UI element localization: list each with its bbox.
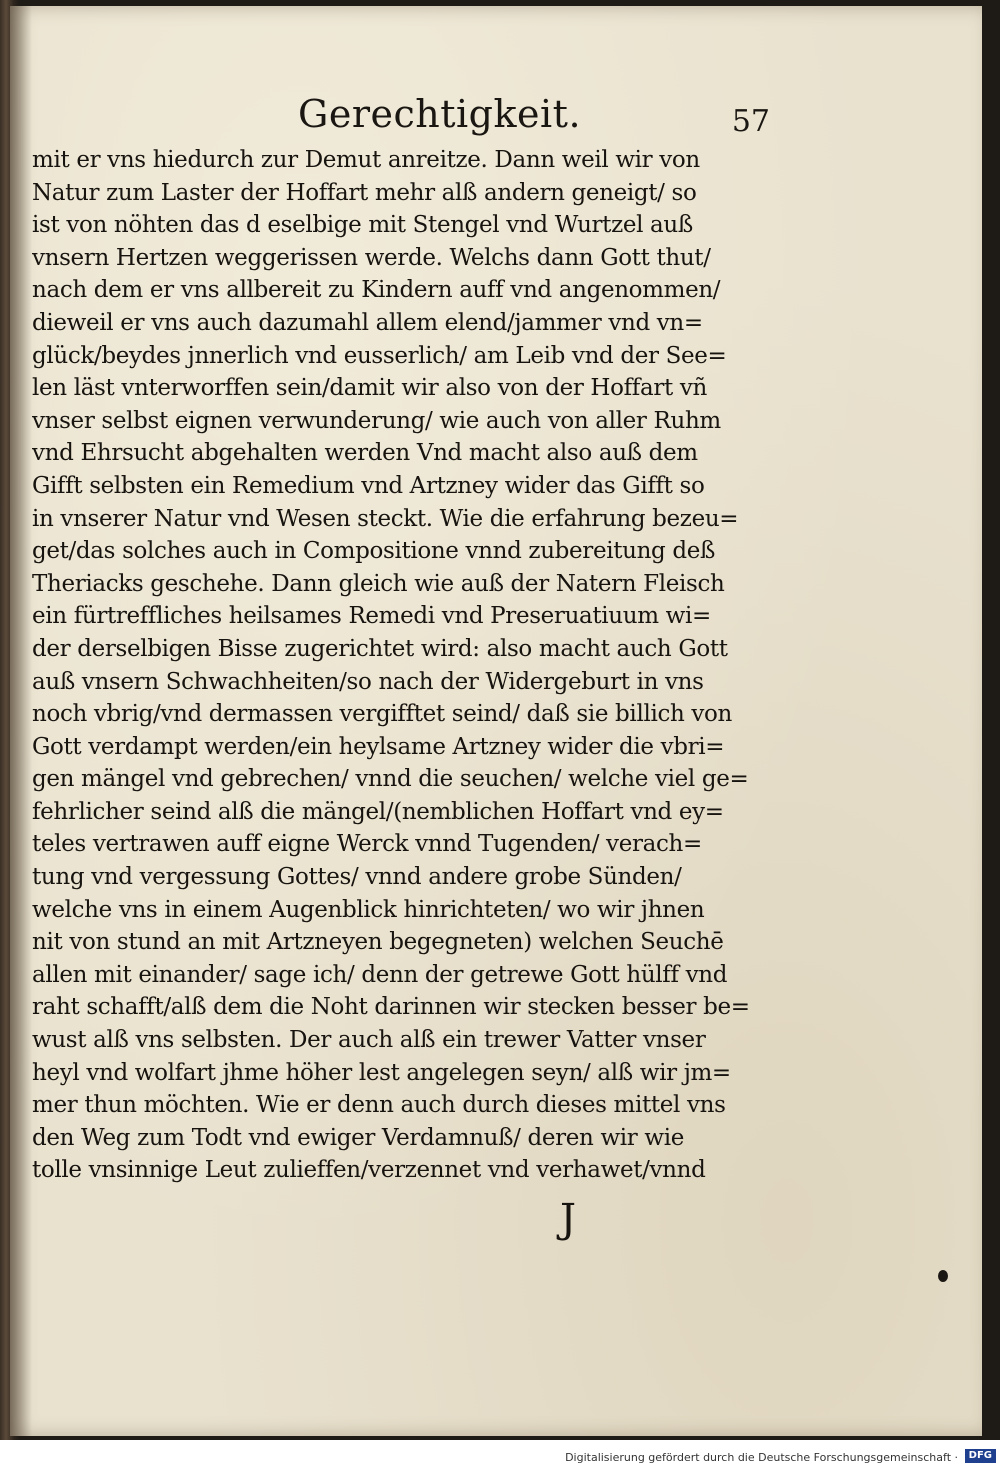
text-line: mer thun möchten. Wie er denn auch durch dieses mittel vns (32, 1092, 726, 1119)
dfg-logo: DFG (965, 1449, 996, 1463)
text-line: teles vertrawen auff eigne Werck vnnd Tugenden/ verach= (32, 831, 702, 858)
text-line: Theriacks geschehe. Dann gleich wie auß der Natern Fleisch (32, 570, 725, 597)
text-line: fehrlicher seind alß die mängel/(nemblichen Hoffart vnd ey= (32, 798, 724, 825)
text-line: auß vnsern Schwachheiten/so nach der Widergeburt in vns (32, 668, 704, 695)
text-line: Gott verdampt werden/ein heylsame Artzney wider die vbri= (32, 733, 725, 760)
text-line: len läst vnterworffen sein/damit wir also von der Hoffart vñ (32, 375, 707, 402)
page-number: 57 (731, 104, 770, 139)
text-line: den Weg zum Todt vnd ewiger Verdamnuß/ deren wir wie (32, 1124, 685, 1151)
text-line: raht schafft/alß dem die Noht darinnen wir stecken besser be= (32, 994, 750, 1021)
text-line: nit von stund an mit Artzneyen begegneten) welchen Seuchē (32, 929, 724, 956)
text-line: ist von nöhten das d eselbige mit Stengel vnd Wurtzel auß (32, 212, 693, 239)
text-line: in vnserer Natur vnd Wesen steckt. Wie die erfahrung bezeu= (32, 505, 739, 532)
text-line: Natur zum Laster der Hoffart mehr alß andern geneigt/ so (32, 179, 697, 206)
text-line: vnser selbst eignen verwunderung/ wie auch von aller Ruhm (32, 407, 721, 434)
text-line: Gifft selbsten ein Remedium vnd Artzney wider das Gifft so (32, 472, 705, 499)
text-line: get/das solches auch in Compositione vnnd zubereitung deß (32, 538, 716, 565)
funding-credit: Digitalisierung gefördert durch die Deutsche Forschungsgemeinschaft · (565, 1451, 958, 1464)
text-line: wust alß vns selbsten. Der auch alß ein trewer Vatter vnser (32, 1027, 706, 1054)
page-gutter-shadow (10, 6, 32, 1436)
running-head: Gerechtigkeit. (298, 92, 582, 136)
text-line: heyl vnd wolfart jhme höher lest angelegen seyn/ alß wir jm= (32, 1059, 731, 1086)
page-header (40, 92, 770, 148)
text-line: gen mängel vnd gebrechen/ vnnd die seuchen/ welche viel ge= (32, 766, 749, 793)
ink-spot (938, 1270, 948, 1282)
body-text (32, 144, 770, 1187)
text-line: nach dem er vns allbereit zu Kindern auff vnd angenommen/ (32, 277, 721, 304)
text-line: ein fürtreffliches heilsames Remedi vnd Preseruatiuum wi= (32, 603, 711, 630)
text-line: der derselbigen Bisse zugerichtet wird: also macht auch Gott (32, 635, 728, 662)
text-line: allen mit einander/ sage ich/ denn der getrewe Gott hülff vnd (32, 961, 728, 988)
text-line: welche vns in einem Augenblick hinrichteten/ wo wir jhnen (32, 896, 705, 923)
text-line: vnsern Hertzen weggerissen werde. Welchs dann Gott thut/ (32, 244, 711, 271)
signature-mark: J (560, 1196, 577, 1242)
text-line: noch vbrig/vnd dermassen vergifftet seind/ daß sie billich von (32, 701, 733, 728)
text-line: glück/beydes jnnerlich vnd eusserlich/ am Leib vnd der See= (32, 342, 727, 369)
text-line: tolle vnsinnige Leut zulieffen/verzennet vnd verhawet/vnnd (32, 1157, 706, 1184)
text-line: vnd Ehrsucht abgehalten werden Vnd macht also auß dem (32, 440, 698, 467)
text-line: tung vnd vergessung Gottes/ vnnd andere grobe Sünden/ (32, 864, 682, 891)
text-line: mit er vns hiedurch zur Demut anreitze. Dann weil wir von (32, 147, 700, 173)
text-line: dieweil er vns auch dazumahl allem elend/jammer vnd vn= (32, 309, 703, 336)
